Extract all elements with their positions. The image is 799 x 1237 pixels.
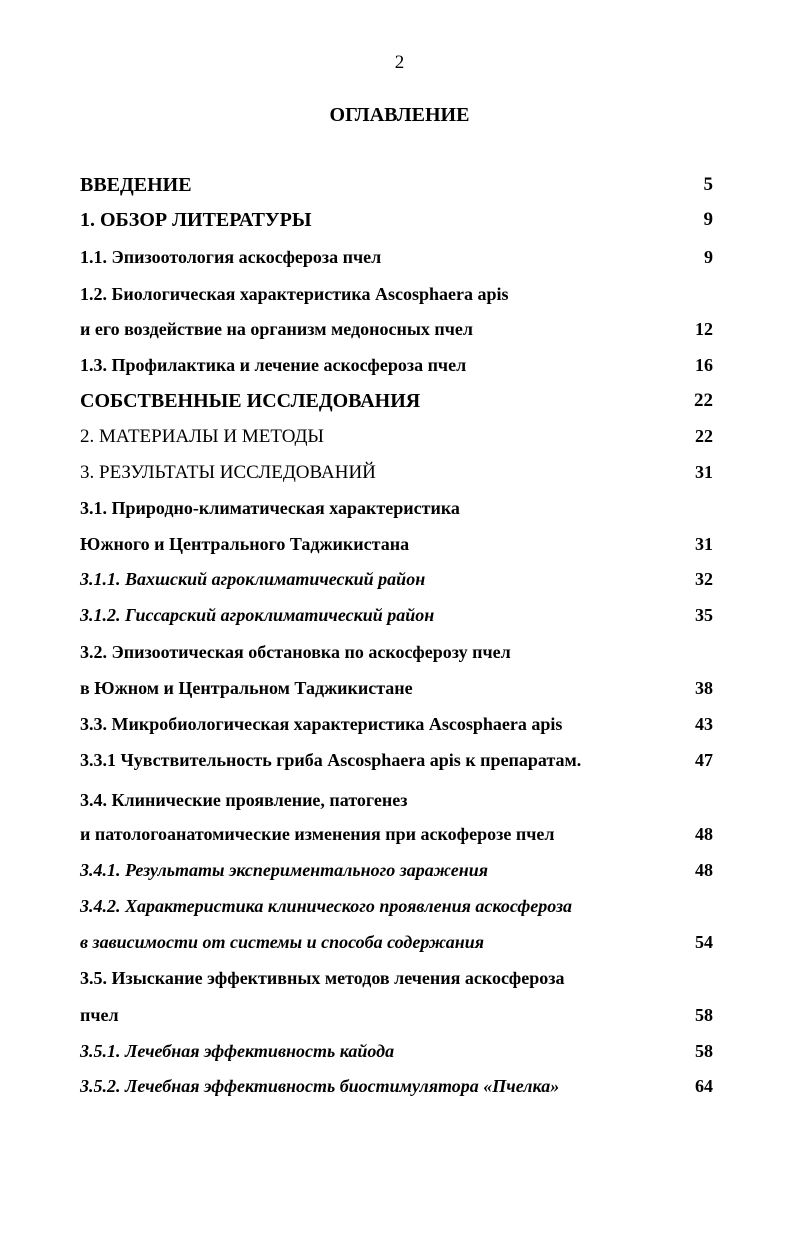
toc-entry	[0, 1041, 799, 1069]
toc-entry	[0, 1076, 799, 1104]
toc-entry-text: пчел	[80, 1005, 119, 1025]
toc-entry-page: 5	[703, 174, 713, 195]
page-number: 2	[394, 52, 405, 73]
toc-entry-text: Южного и Центрального Таджикистана	[80, 534, 410, 554]
toc-entry	[0, 498, 799, 526]
toc-entry-text: 3.1.2. Гиссарский агроклиматический район	[80, 605, 435, 625]
toc-entry-page: 58	[695, 1041, 713, 1061]
toc-entry	[0, 642, 799, 670]
toc-entry-text: 3.5.2. Лечебная эффективность биостимулятора «Пчелка»	[80, 1076, 560, 1096]
toc-entry-text: 1.2. Биологическая характеристика Ascosphaera apis	[80, 284, 509, 304]
toc-entry	[0, 284, 799, 312]
toc-title: ОГЛАВЛЕНИЕ	[329, 104, 470, 126]
toc-entry-page: 12	[695, 319, 713, 339]
toc-entry-text: 3.1.1. Вахшский агроклиматический район	[80, 569, 426, 589]
toc-entry	[0, 174, 799, 202]
toc-entry	[0, 390, 799, 418]
toc-entry-text: 3.4.2. Характеристика клинического проявления аскосфероза	[80, 896, 573, 916]
toc-entry-text: 3.3. Микробиологическая характеристика Ascosphaera apis	[80, 714, 563, 734]
toc-entry-page: 43	[695, 714, 713, 734]
toc-entry-text: 2. МАТЕРИАЛЫ И МЕТОДЫ	[80, 426, 325, 447]
toc-entry-text: 1.3. Профилактика и лечение аскосфероза пчел	[80, 355, 467, 375]
toc-entry-page: 31	[695, 462, 713, 482]
toc-entry	[0, 462, 799, 490]
toc-entry-page: 58	[695, 1005, 713, 1025]
toc-entry-text: 3.4. Клинические проявление, патогенез	[80, 790, 408, 810]
toc-entry-text: в Южном и Центральном Таджикистане	[80, 678, 413, 698]
toc-entry	[0, 860, 799, 888]
toc-entry	[0, 605, 799, 633]
toc-entry-page: 47	[695, 750, 713, 770]
toc-entry	[0, 1005, 799, 1033]
toc-entry-text: 3.3.1 Чувствительность гриба Ascosphaera apis к препаратам.	[80, 750, 582, 770]
toc-entry-text: 3.2. Эпизоотическая обстановка по аскосферозу пчел	[80, 642, 511, 662]
toc-entry	[0, 896, 799, 924]
toc-entry	[0, 209, 799, 237]
toc-entry-text: 1. ОБЗОР ЛИТЕРАТУРЫ	[80, 209, 312, 231]
toc-entry	[0, 824, 799, 852]
toc-entry	[0, 569, 799, 597]
toc-entry-text: 3.5.1. Лечебная эффективность кайода	[80, 1041, 395, 1061]
toc-entry	[0, 355, 799, 383]
toc-entry	[0, 534, 799, 562]
toc-entry-page: 35	[695, 605, 713, 625]
toc-entry	[0, 714, 799, 742]
toc-entry	[0, 426, 799, 454]
toc-entry-text: и его воздействие на организм медоносных пчел	[80, 319, 474, 339]
toc-entry-text: ВВЕДЕНИЕ	[80, 174, 192, 196]
toc-entry	[0, 750, 799, 778]
toc-entry-page: 22	[695, 426, 713, 446]
toc-entry-page: 31	[695, 534, 713, 554]
toc-entry-page: 32	[695, 569, 713, 589]
toc-entry-text: 3. РЕЗУЛЬТАТЫ ИССЛЕДОВАНИЙ	[80, 462, 376, 483]
toc-entry-page: 16	[695, 355, 713, 375]
toc-entry-text: 3.1. Природно-климатическая характеристика	[80, 498, 460, 518]
toc-entry-text: в зависимости от системы и способа содержания	[80, 932, 485, 952]
toc-entry-text: 3.4.1. Результаты экспериментального заражения	[80, 860, 488, 880]
toc-entry-text: СОБСТВЕННЫЕ ИССЛЕДОВАНИЯ	[80, 390, 421, 412]
toc-entry-page: 9	[703, 209, 713, 230]
toc-entry-page: 38	[695, 678, 713, 698]
toc-entry	[0, 319, 799, 347]
toc-entry-page: 48	[695, 860, 713, 880]
toc-entry-text: 1.1. Эпизоотология аскосфероза пчел	[80, 247, 382, 267]
toc-entry-page: 48	[695, 824, 713, 844]
toc-entry-page: 64	[695, 1076, 713, 1096]
toc-entry	[0, 247, 799, 275]
toc-entry	[0, 790, 799, 818]
toc-entry-text: 3.5. Изыскание эффективных методов лечения аскосфероза	[80, 968, 565, 988]
toc-entry-page: 54	[695, 932, 713, 952]
toc-entry	[0, 678, 799, 706]
toc-entry-text: и патологоанатомические изменения при аскоферозе пчел	[80, 824, 555, 844]
toc-entry	[0, 968, 799, 996]
toc-entry	[0, 932, 799, 960]
toc-entry-page: 9	[704, 247, 713, 267]
toc-entry-page: 22	[694, 390, 713, 411]
